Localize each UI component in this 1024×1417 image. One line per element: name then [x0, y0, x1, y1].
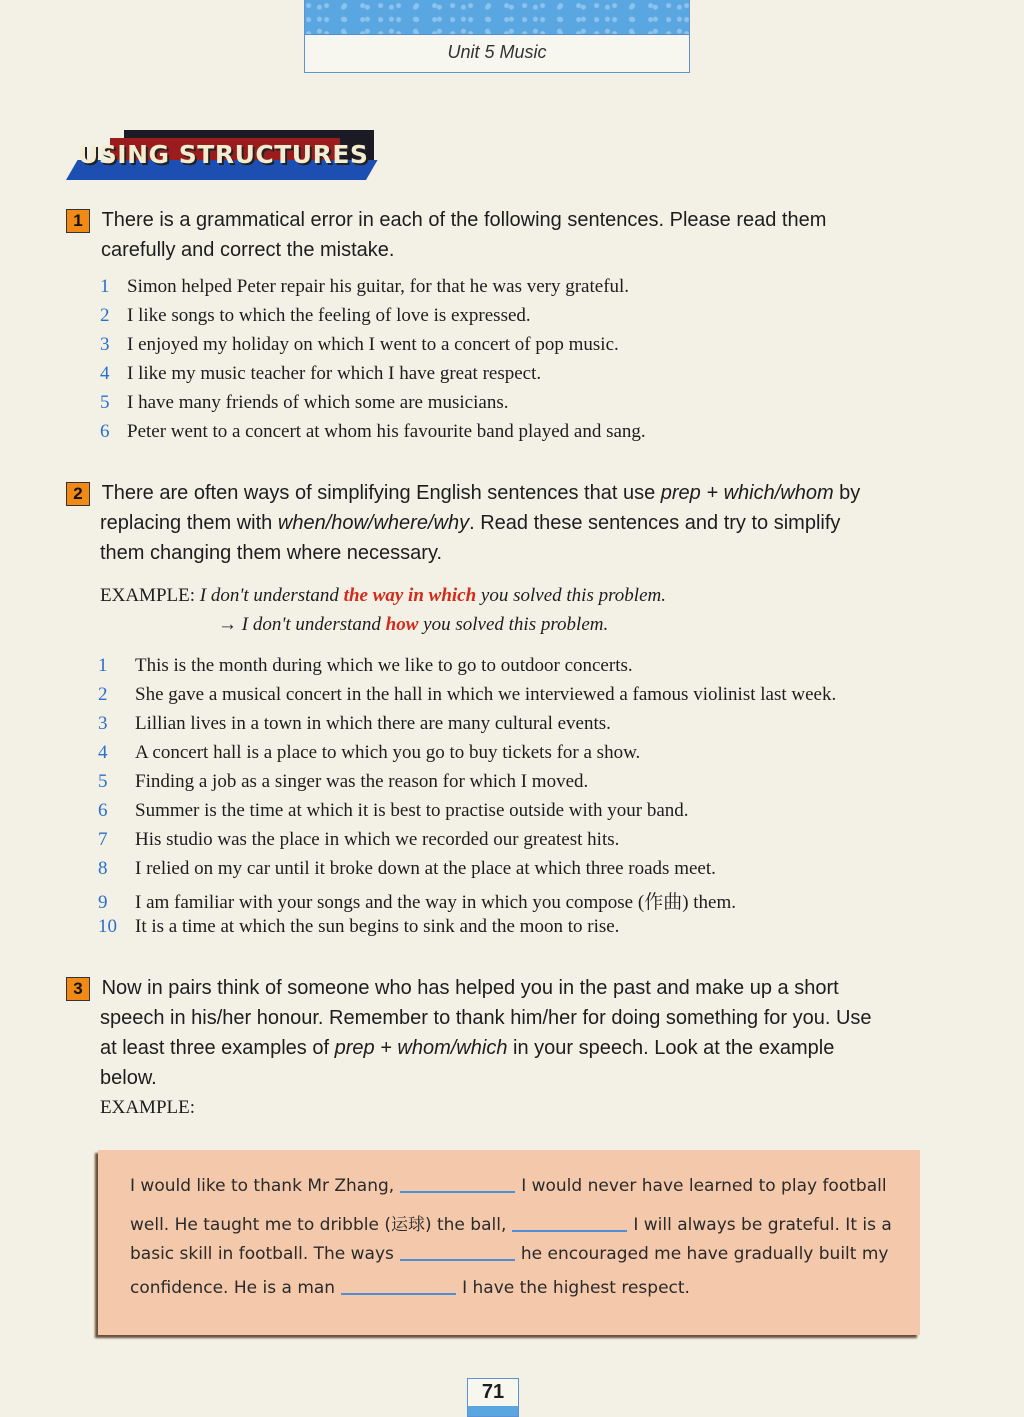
- item-text: Lillian lives in a town in which there are many cultural events.: [135, 713, 611, 734]
- item-text: I like my music teacher for which I have great respect.: [127, 363, 542, 384]
- example-answer: → I don't understand how you solved this problem.: [218, 614, 609, 635]
- list-item: [98, 887, 836, 916]
- unit-title: Unit 5 Music: [447, 42, 547, 62]
- item-text: She gave a musical concert in the hall in which we interviewed a famous violinist last week.: [135, 684, 837, 705]
- unit-header: [304, 0, 690, 73]
- list-item: [100, 421, 646, 450]
- list-item: [100, 334, 646, 363]
- item-text: His studio was the place in which we recorded our greatest hits.: [135, 829, 620, 850]
- page-number-box: [467, 1378, 519, 1417]
- item-text: I relied on my car until it broke down at the place at which three roads meet.: [135, 858, 716, 879]
- speech-line: [130, 1176, 887, 1196]
- item-number: 6: [100, 421, 110, 442]
- section-banner: [66, 130, 376, 182]
- item-text: Finding a job as a singer was the reason for which I moved.: [135, 771, 589, 792]
- item-number: 5: [98, 771, 108, 792]
- item-number: 5: [100, 392, 110, 413]
- list-item: [98, 655, 836, 684]
- exercise-number: 3: [66, 977, 90, 1001]
- speech-text: well. He taught me to dribble (运球) the ball,: [130, 1215, 507, 1235]
- exercise-number: 2: [66, 482, 90, 506]
- page-number: 71: [481, 1381, 505, 1403]
- list-item: [98, 858, 836, 887]
- item-number: 7: [98, 829, 108, 850]
- item-number: 10: [98, 916, 117, 937]
- item-text: I enjoyed my holiday on which I went to a concert of pop music.: [127, 334, 619, 355]
- list-item: [100, 392, 646, 421]
- speech-text: confidence. He is a man: [130, 1278, 336, 1298]
- example-label: EXAMPLE:: [100, 1097, 195, 1118]
- exercise-number: 1: [66, 209, 90, 233]
- item-text: Simon helped Peter repair his guitar, for that he was very grateful.: [127, 276, 630, 297]
- item-number: 6: [98, 800, 108, 821]
- exercise-3-instructions: 3 Now in pairs think of someone who has helped you in the past and make up a short speech in his/her honour. Remember to thank him/her for doing something for you. Use at least three examples of prep + whom/which in your speech. Look at the example below.: [66, 973, 872, 1093]
- item-number: 1: [100, 276, 110, 297]
- list-item: [98, 829, 836, 858]
- list-item: [98, 713, 836, 742]
- item-number: 9: [98, 892, 108, 913]
- speech-text: basic skill in football. The ways: [130, 1244, 394, 1264]
- item-number: 2: [98, 684, 108, 705]
- list-item: [100, 276, 646, 305]
- example-sentence: EXAMPLE: I don't understand the way in which you solved this problem.: [100, 585, 666, 606]
- speech-text: I would like to thank Mr Zhang,: [130, 1176, 395, 1196]
- item-text: I like songs to which the feeling of love is expressed.: [127, 305, 531, 326]
- item-number: 3: [100, 334, 110, 355]
- exercise-1-instructions: 1 There is a grammatical error in each of the following sentences. Please read them carefully and correct the mistake.: [66, 205, 826, 265]
- answer-blank[interactable]: [400, 1259, 515, 1261]
- item-text: This is the month during which we like to go to outdoor concerts.: [135, 655, 633, 676]
- exercise-2-list: [98, 655, 836, 945]
- item-number: 2: [100, 305, 110, 326]
- list-item: [98, 742, 836, 771]
- item-number: 4: [100, 363, 110, 384]
- exercise-1-list: [100, 276, 646, 450]
- speech-line: [130, 1210, 892, 1235]
- item-text: It is a time at which the sun begins to sink and the moon to rise.: [135, 916, 620, 937]
- speech-text: I will always be grateful. It is a: [633, 1215, 892, 1235]
- list-item: [100, 363, 646, 392]
- speech-line: [130, 1278, 690, 1298]
- speech-text: I have the highest respect.: [462, 1278, 690, 1298]
- list-item: [100, 305, 646, 334]
- item-number: 8: [98, 858, 108, 879]
- list-item: [98, 800, 836, 829]
- exercise-2-instructions: 2 There are often ways of simplifying English sentences that use prep + which/whom by replacing them with when/how/where/why. Read these sentences and try to simplify them changing them where necessary.: [66, 478, 860, 568]
- speech-text: I would never have learned to play football: [521, 1176, 887, 1196]
- item-number: 1: [98, 655, 108, 676]
- item-text: A concert hall is a place to which you go to buy tickets for a show.: [135, 742, 641, 763]
- item-number: 4: [98, 742, 108, 763]
- section-title: USING STRUCTURES: [78, 140, 369, 169]
- item-number: 3: [98, 713, 108, 734]
- list-item: [98, 771, 836, 800]
- answer-blank[interactable]: [341, 1293, 456, 1295]
- item-text: I am familiar with your songs and the way in which you compose (作曲) them.: [135, 892, 737, 913]
- speech-line: [130, 1244, 888, 1264]
- item-text: I have many friends of which some are musicians.: [127, 392, 509, 413]
- answer-blank[interactable]: [512, 1230, 627, 1232]
- item-text: Summer is the time at which it is best to practise outside with your band.: [135, 800, 689, 821]
- answer-blank[interactable]: [400, 1191, 515, 1193]
- item-text: Peter went to a concert at whom his favourite band played and sang.: [127, 421, 646, 442]
- speech-text: he encouraged me have gradually built my: [520, 1244, 889, 1264]
- example-speech-box: [98, 1150, 920, 1335]
- list-item: [98, 684, 836, 713]
- list-item: [98, 916, 836, 945]
- header-image: [305, 0, 689, 35]
